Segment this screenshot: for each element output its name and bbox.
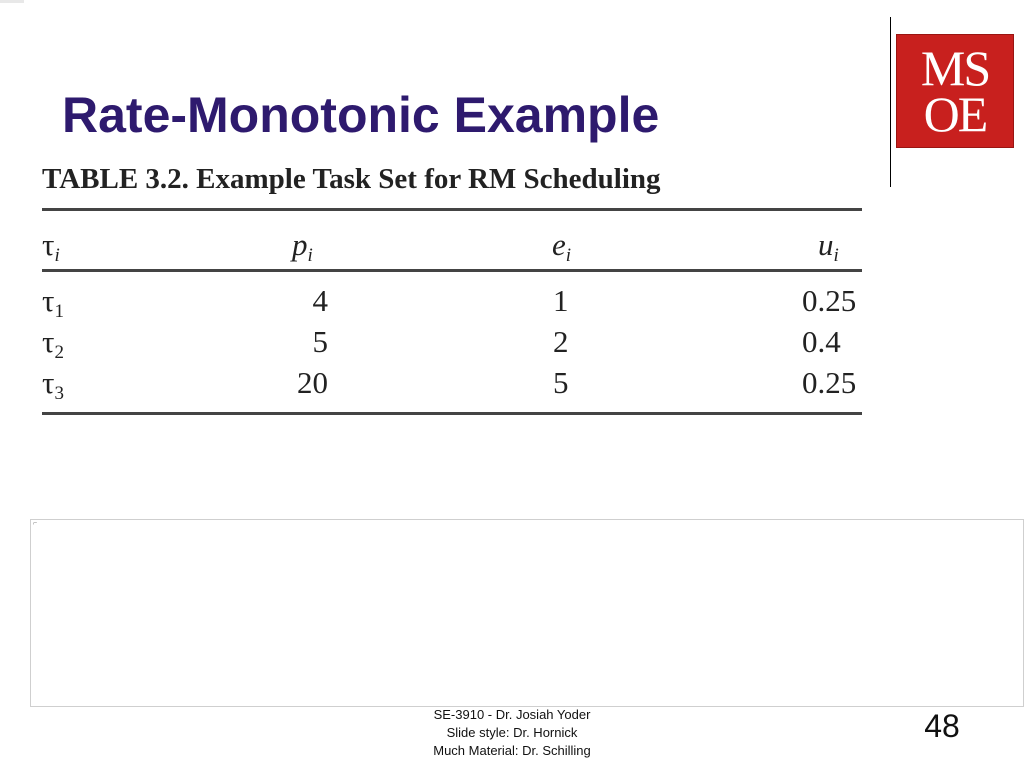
table-header-rule — [42, 269, 862, 272]
row-util: 0.25 — [802, 283, 857, 318]
msoe-logo — [896, 34, 1014, 148]
table-row — [42, 366, 64, 411]
logo-line-1: MS — [920, 40, 990, 96]
slide-title: Rate-Monotonic Example — [62, 87, 660, 143]
row-exec: 1 — [553, 283, 569, 318]
header-task-sub: i — [54, 245, 60, 266]
row-period: 4 — [312, 283, 328, 318]
header-util — [818, 228, 839, 273]
table-row — [42, 284, 64, 329]
row-task-symbol: τ — [42, 324, 55, 359]
header-util-sub: i — [833, 245, 839, 266]
header-period-sub: i — [307, 245, 313, 266]
header-util-symbol: u — [818, 227, 834, 262]
footer-style: Slide style: Dr. Hornick — [446, 725, 578, 740]
row-task-sub: 1 — [54, 301, 64, 322]
page-number: 48 — [924, 708, 960, 744]
row-task-symbol: τ — [42, 283, 55, 318]
header-period — [292, 228, 313, 273]
header-exec-sub: i — [565, 245, 572, 266]
row-exec: 2 — [553, 324, 569, 359]
row-util: 0.4 — [802, 324, 841, 359]
footer-course: SE-3910 - Dr. Josiah Yoder — [433, 707, 591, 722]
table-top-rule — [42, 208, 862, 211]
row-util: 0.25 — [802, 365, 857, 400]
header-task-symbol: τ — [42, 227, 55, 262]
table-row — [42, 325, 64, 370]
header-period-symbol: p — [292, 227, 308, 262]
row-task-sub: 3 — [54, 383, 64, 404]
row-task-symbol: τ — [42, 365, 55, 400]
corner-mark — [0, 0, 24, 3]
table-bottom-rule — [42, 412, 862, 415]
box-corner-glyph: ⌐ — [33, 520, 38, 527]
slide-footer — [402, 706, 622, 760]
header-divider — [890, 17, 891, 187]
row-period: 5 — [312, 324, 328, 359]
row-exec: 5 — [553, 365, 569, 400]
footer-material: Much Material: Dr. Schilling — [433, 743, 591, 758]
row-task-sub: 2 — [54, 342, 64, 363]
header-exec-symbol: e — [552, 227, 566, 262]
logo-line-2: OE — [923, 86, 987, 142]
header-task — [42, 228, 60, 273]
table-caption: TABLE 3.2. Example Task Set for RM Scheduling — [42, 163, 661, 195]
row-period: 20 — [297, 365, 328, 400]
header-exec — [552, 228, 571, 273]
notes-box — [30, 519, 1024, 707]
